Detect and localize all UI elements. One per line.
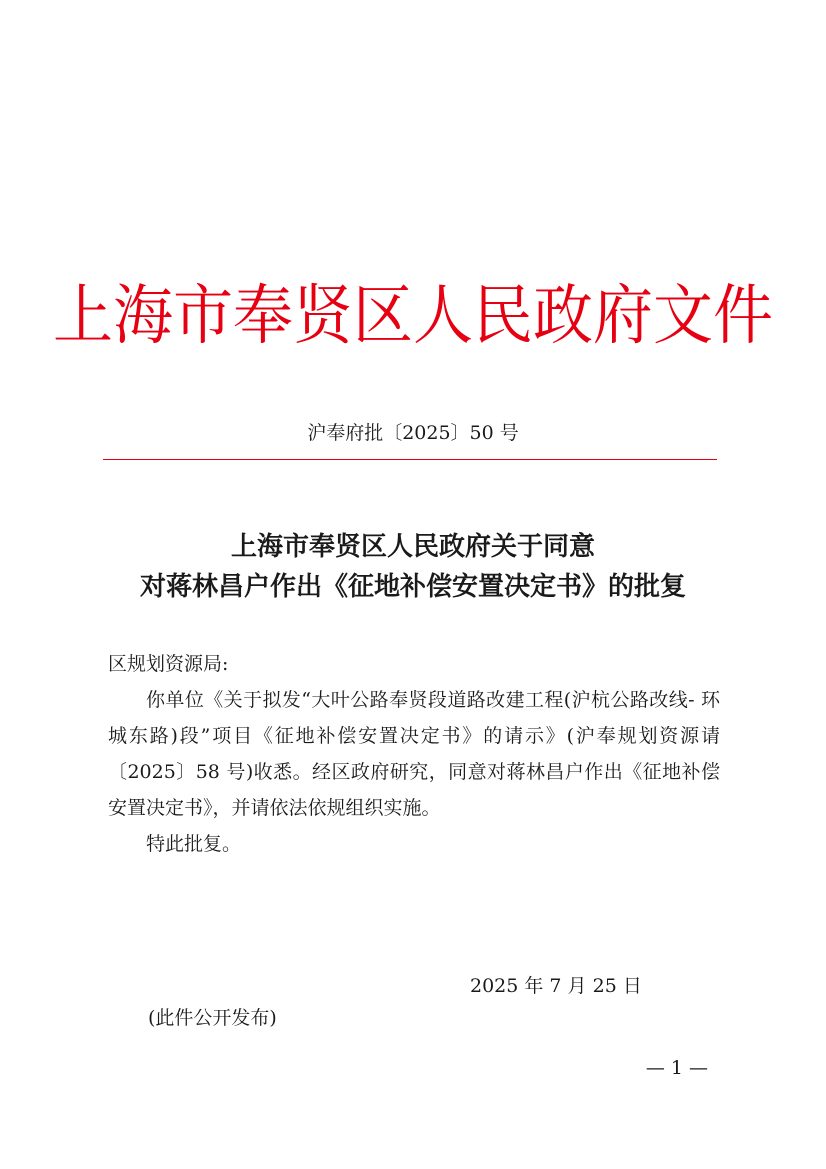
closing-line: 特此批复。 <box>146 833 242 855</box>
public-release-note: (此件公开发布) <box>148 1007 277 1029</box>
document-title <box>0 527 826 607</box>
document-number: 沪奉府批〔2025〕50 号 <box>307 422 519 444</box>
page-number: — 1 — <box>645 1057 708 1079</box>
red-divider-line <box>103 459 717 460</box>
title-line-2: 对蒋林昌户作出《征地补偿安置决定书》的批复 <box>139 572 686 602</box>
title-line-1: 上海市奉贤区人民政府关于同意 <box>230 532 595 562</box>
issue-date: 2025 年 7 月 25 日 <box>470 975 642 997</box>
body-paragraph: 你单位《关于拟发“大叶公路奉贤段道路改建工程(沪杭公路改线- 环城东路)段”项目《征地补偿安置决定书》的请示》(沪奉规划资源请〔2025〕58 号)收悉。经区政府研究，同意对蒋林昌户作出《征地补偿安置决定书》，并请依法依规组织实施。 <box>108 689 720 819</box>
masthead-title: 上海市奉贤区人民政府文件 <box>53 278 773 354</box>
addressee: 区规划资源局: <box>108 653 229 675</box>
